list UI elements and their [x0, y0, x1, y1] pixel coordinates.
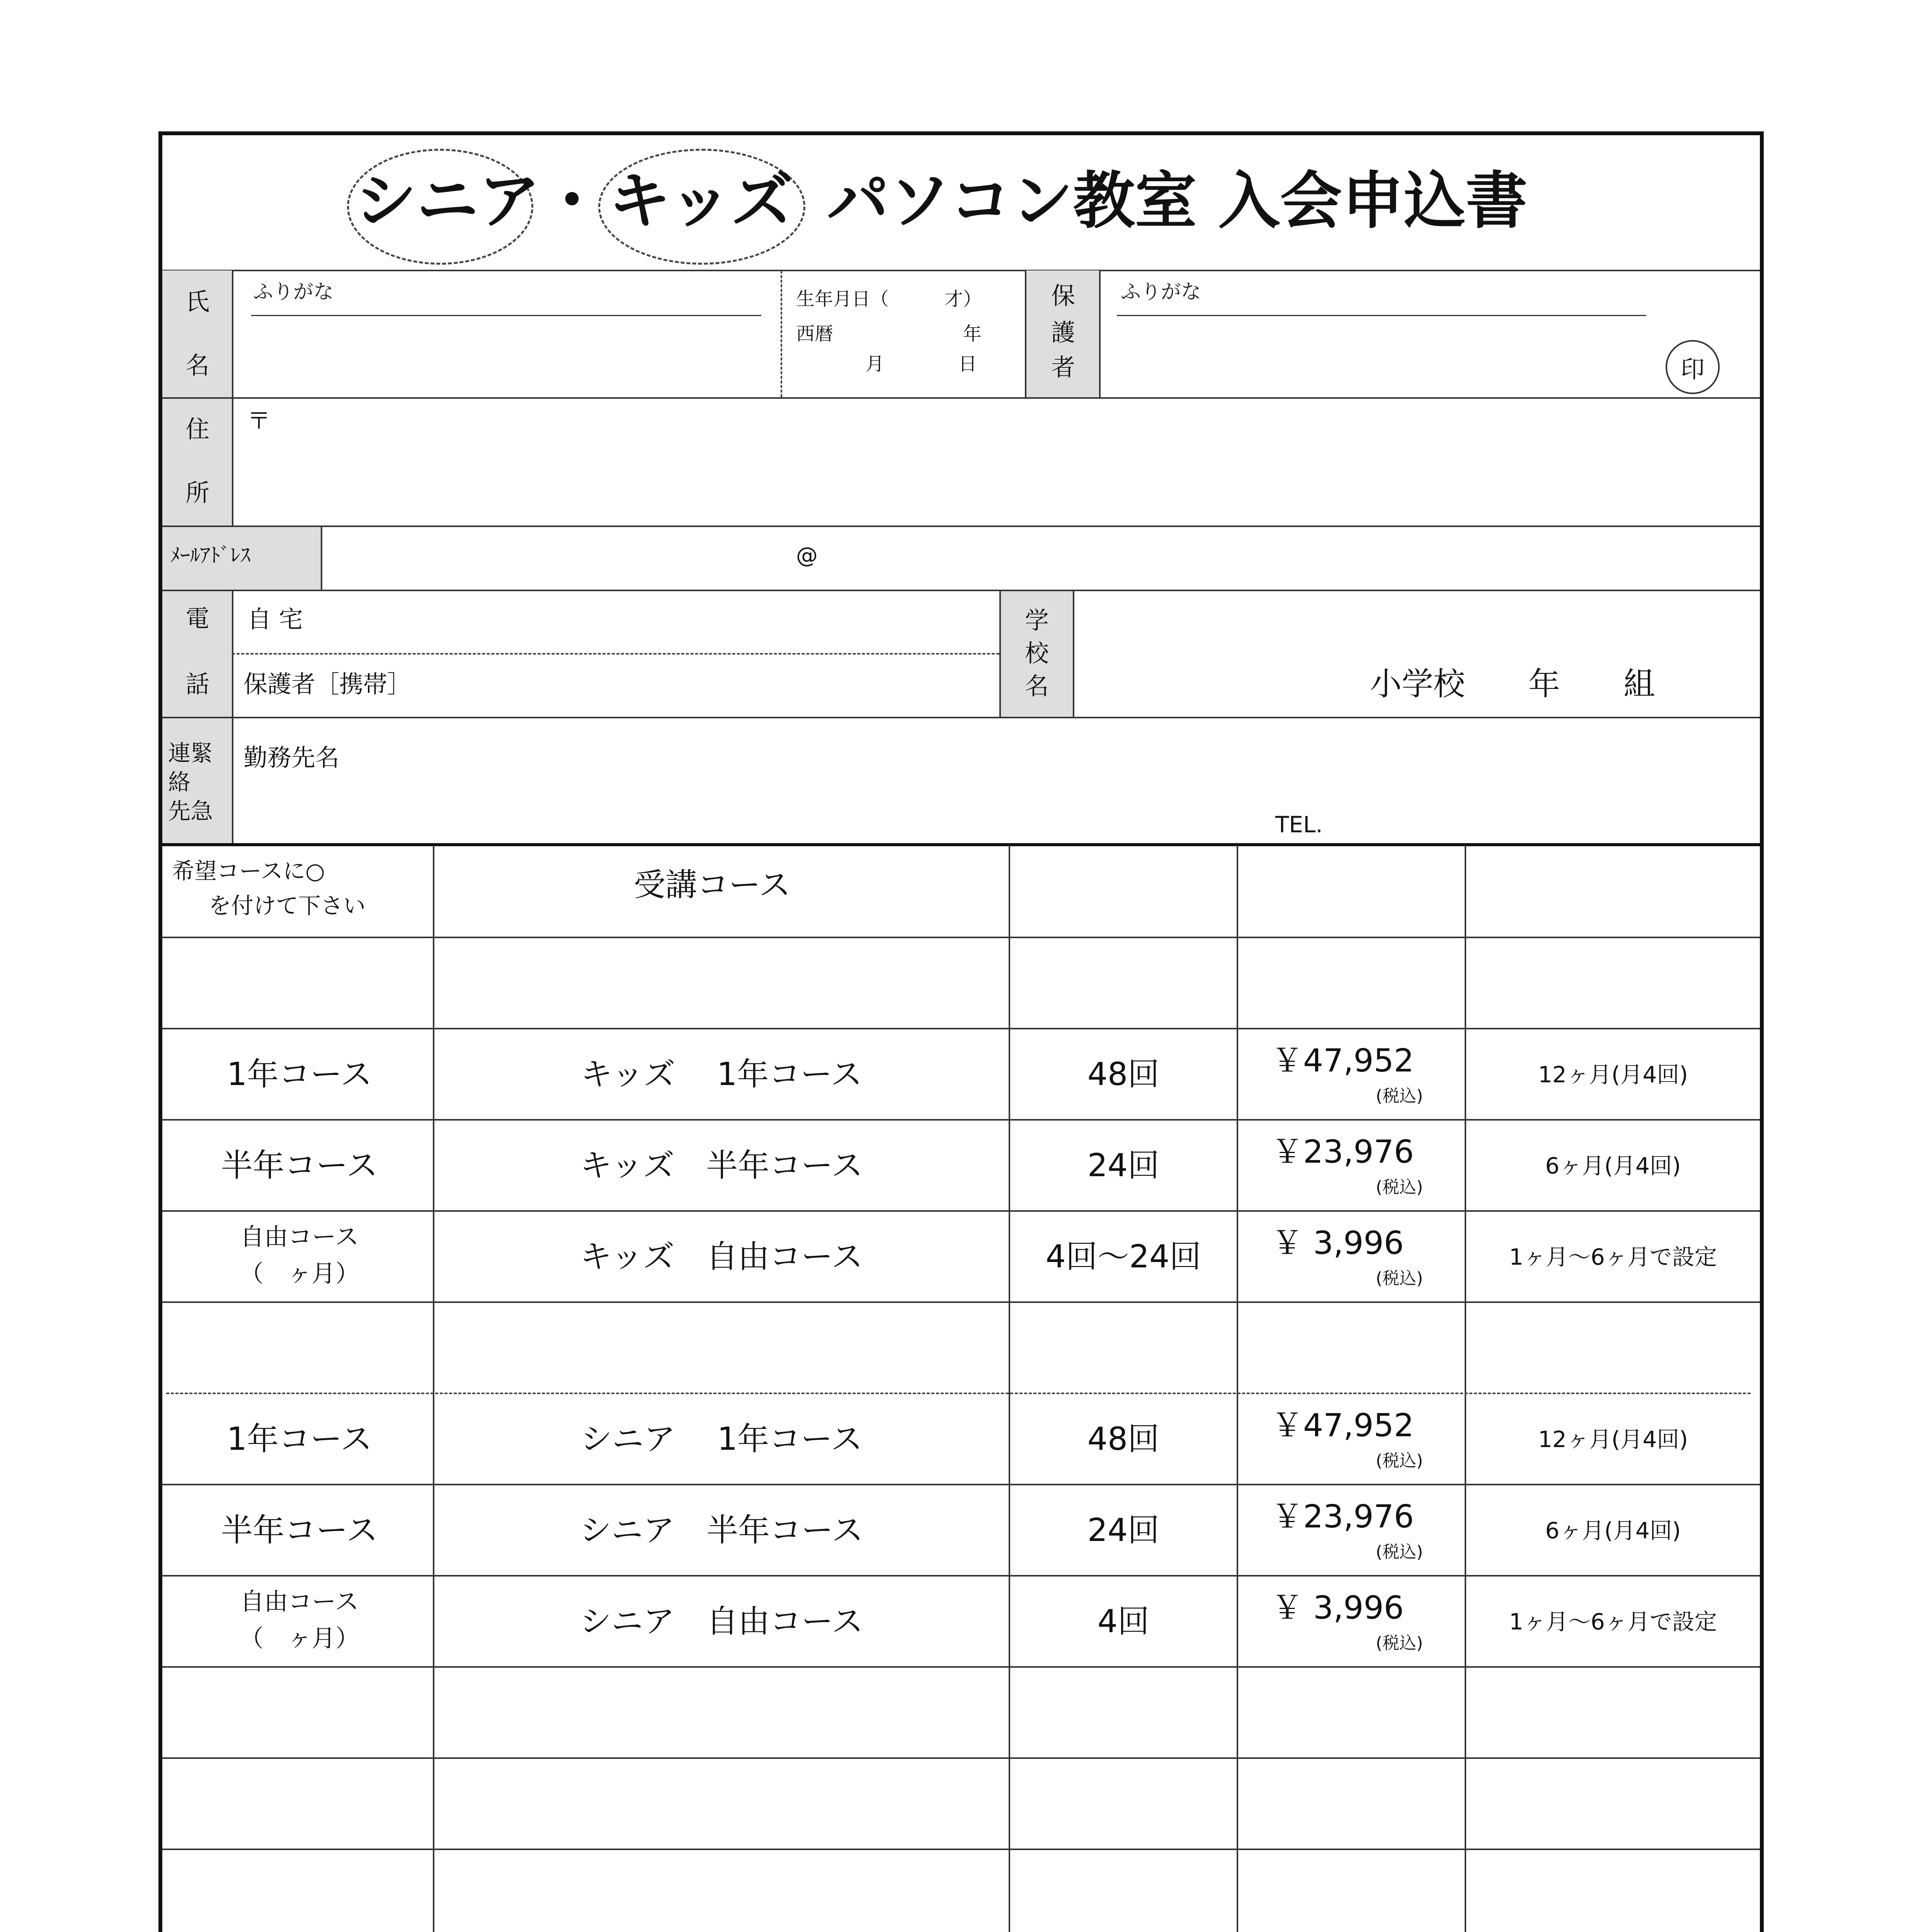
- divider: [162, 1757, 1760, 1759]
- divider: [162, 590, 1760, 591]
- divider: [162, 526, 1760, 527]
- select-months-label: （ ヶ月）: [239, 1259, 359, 1287]
- divider: [321, 527, 322, 590]
- email-at-sign: @: [796, 543, 818, 568]
- divider: [162, 270, 1760, 271]
- course-header: 受講コース: [634, 867, 791, 903]
- select-months-label: （ ヶ月）: [239, 1624, 359, 1652]
- tax-note: (税込): [1376, 1269, 1423, 1288]
- guardian-name-input[interactable]: [1105, 321, 1654, 394]
- session-count: 48回: [1087, 1056, 1160, 1093]
- workplace-input[interactable]: [348, 726, 1754, 796]
- divider: [232, 718, 233, 844]
- session-count: 4回～24回: [1045, 1238, 1201, 1275]
- session-count: 24回: [1087, 1512, 1160, 1549]
- divider: [1009, 845, 1010, 1932]
- school-grade-class-label: 小学校 年 組: [1370, 666, 1656, 702]
- emergency-tel-label: TEL.: [1275, 811, 1323, 838]
- title-kids: キッズ: [609, 165, 793, 237]
- select-option-label: 1年コース: [226, 1421, 373, 1458]
- select-option-label: 自由コース: [240, 1223, 359, 1251]
- divider: [232, 653, 999, 655]
- divider: [162, 1301, 1760, 1303]
- session-count: 4回: [1097, 1603, 1150, 1640]
- phone-label-top: 電: [185, 604, 210, 633]
- birth-month-day-label: 月 日: [866, 353, 977, 375]
- course-price: ￥23,976: [1271, 1498, 1414, 1535]
- course-name: シニア 半年コース: [580, 1512, 863, 1549]
- divider: [166, 1393, 1751, 1394]
- course-period: 1ヶ月～6ヶ月で設定: [1509, 1244, 1717, 1270]
- course-name: キッズ 1年コース: [580, 1056, 863, 1093]
- divider: [162, 1575, 1760, 1577]
- course-name: キッズ 半年コース: [580, 1147, 863, 1184]
- birth-year-label: 西暦 年: [796, 323, 982, 345]
- course-price: ￥ 3,996: [1271, 1225, 1404, 1262]
- guardian-mobile-input[interactable]: [437, 657, 989, 713]
- divider: [1099, 270, 1101, 397]
- school-label-1: 学: [1025, 606, 1049, 634]
- session-count: 24回: [1087, 1147, 1160, 1184]
- tax-note: (税込): [1376, 1177, 1423, 1197]
- page-title: パソコン教室 入会申込書: [827, 165, 1528, 237]
- guardian-label-2: 護: [1051, 318, 1075, 347]
- course-period: 12ヶ月(月4回): [1538, 1061, 1688, 1088]
- divider: [232, 270, 233, 726]
- tax-note: (税込): [1376, 1451, 1423, 1471]
- select-header-line2: を付けて下さい: [209, 893, 366, 919]
- divider: [162, 397, 1760, 399]
- divider: [162, 1119, 1760, 1121]
- address-label-bottom: 所: [185, 479, 210, 507]
- course-price: ￥47,952: [1271, 1407, 1414, 1444]
- divider: [162, 1210, 1760, 1212]
- divider: [162, 1028, 1760, 1029]
- select-option-label: 半年コース: [221, 1512, 378, 1549]
- course-price: ￥47,952: [1271, 1043, 1414, 1079]
- select-option-label: 半年コース: [221, 1147, 378, 1184]
- divider: [162, 1666, 1760, 1668]
- select-option-label: 自由コース: [240, 1587, 359, 1616]
- divider: [162, 717, 1760, 718]
- guardian-label-1: 保: [1051, 282, 1075, 310]
- emergency-label-3: 先急: [168, 798, 213, 824]
- guardian-furigana-label: ふりがな: [1121, 281, 1201, 304]
- school-label-2: 校: [1025, 639, 1049, 667]
- workplace-label: 勤務先名: [243, 743, 340, 772]
- postal-mark: 〒: [247, 408, 271, 435]
- course-period: 12ヶ月(月4回): [1538, 1426, 1688, 1452]
- title-dot: ・: [541, 165, 603, 237]
- session-count: 48回: [1087, 1421, 1160, 1458]
- furigana-underline: [251, 315, 761, 316]
- select-option-label: 1年コース: [226, 1056, 373, 1093]
- divider: [162, 843, 1760, 846]
- name-furigana-label: ふりがな: [253, 281, 334, 304]
- tax-note: (税込): [1376, 1086, 1423, 1106]
- course-name: キッズ 自由コース: [580, 1238, 863, 1275]
- divider: [1237, 845, 1238, 1932]
- emergency-label-1: 連緊: [168, 740, 213, 766]
- email-input[interactable]: [325, 529, 1754, 587]
- course-price: ￥ 3,996: [1271, 1590, 1404, 1626]
- divider: [1465, 845, 1466, 1932]
- phone-label-bottom: 話: [185, 670, 210, 698]
- school-label-3: 名: [1025, 672, 1049, 700]
- home-phone-input[interactable]: [309, 595, 989, 649]
- divider: [162, 937, 1760, 938]
- name-input[interactable]: [240, 321, 769, 394]
- emergency-tel-input[interactable]: [1333, 800, 1754, 842]
- divider: [162, 1849, 1760, 1850]
- school-name-input[interactable]: [1078, 595, 1372, 711]
- emergency-label-2: 絡: [168, 769, 191, 795]
- guardian-mobile-label: 保護者［携帯］: [243, 670, 412, 698]
- divider: [1073, 591, 1074, 717]
- tax-note: (税込): [1376, 1633, 1423, 1653]
- course-period: 1ヶ月～6ヶ月で設定: [1509, 1609, 1717, 1635]
- course-period: 6ヶ月(月4回): [1545, 1517, 1681, 1544]
- guardian-label-3: 者: [1051, 353, 1075, 381]
- divider: [433, 845, 434, 1932]
- select-header-line1: 希望コースに○: [172, 858, 325, 884]
- furigana-underline: [1117, 315, 1646, 316]
- course-period: 6ヶ月(月4回): [1545, 1153, 1681, 1179]
- address-input[interactable]: [240, 402, 1754, 522]
- seal-mark: [1666, 340, 1720, 394]
- divider: [162, 1484, 1760, 1485]
- birthdate-label: 生年月日（ 才）: [796, 288, 982, 310]
- seal-text: 印: [1680, 355, 1705, 383]
- course-name: シニア 1年コース: [580, 1421, 863, 1458]
- email-label: ﾒｰﾙｱﾄﾞﾚｽ: [170, 544, 251, 567]
- name-label-top: 氏: [185, 287, 210, 316]
- course-price: ￥23,976: [1271, 1134, 1414, 1170]
- tax-note: (税込): [1376, 1542, 1423, 1562]
- home-phone-label: 自 宅: [247, 605, 303, 633]
- name-label-bottom: 名: [185, 351, 210, 379]
- address-label-top: 住: [185, 415, 210, 443]
- course-name: シニア 自由コース: [580, 1603, 863, 1640]
- title-senior: シニア: [355, 165, 541, 237]
- divider: [781, 270, 782, 397]
